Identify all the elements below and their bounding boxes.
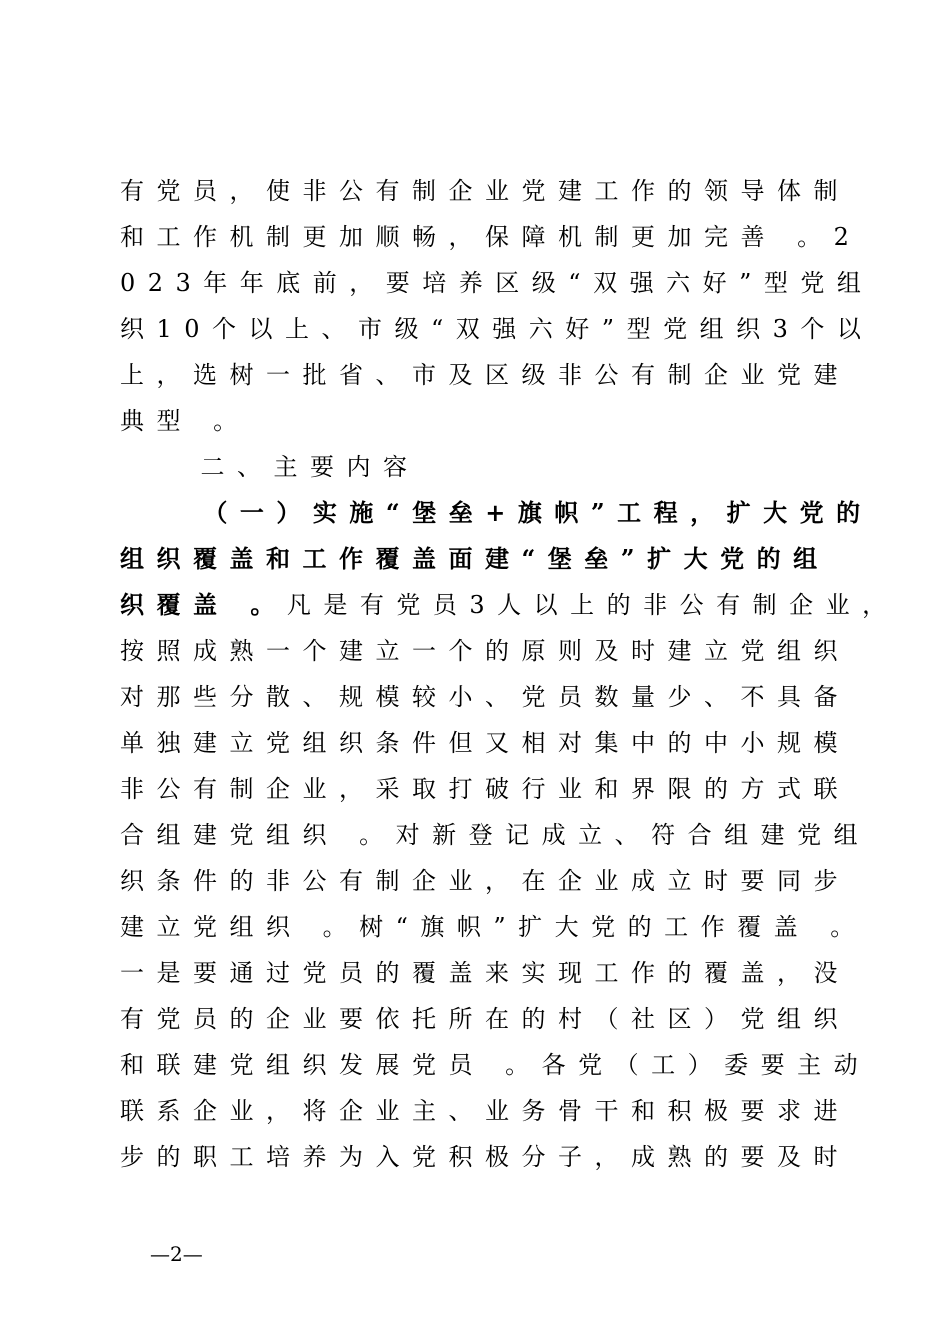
text-line: 和工作机制更加顺畅，保障机制更加完善 。2 <box>120 223 862 251</box>
text-line: 有党员，使非公有制企业党建工作的领导体制 <box>120 177 850 205</box>
text-line: 典型 。 <box>120 407 250 435</box>
text-line: 合组建党组织 。对新登记成立、符合组建党组 <box>120 821 871 849</box>
text-line: 有党员的企业要依托所在的村（社区）党组织 <box>120 1005 850 1033</box>
text-line: 建立党组织 。树“旗帜”扩大党的工作覆盖 。 <box>120 913 867 941</box>
text-line: 联系企业，将企业主、业务骨干和积极要求进 <box>120 1097 850 1125</box>
bold-heading-fragment: 织覆盖 。 <box>120 590 287 619</box>
text-line: 步的职工培养为入党积极分子，成熟的要及时 <box>120 1143 850 1171</box>
text-line: 单独建立党组织条件但又相对集中的中小规模 <box>120 729 850 757</box>
text-line: 和联建党组织发展党员 。各党（工）委要主动 <box>120 1051 871 1079</box>
text-line: 按照成熟一个建立一个的原则及时建立党组织 <box>120 637 850 665</box>
text-fragment: 凡是有党员3人以上的非公有制企业， <box>286 591 899 619</box>
text-line: 二、主要内容 <box>120 453 420 481</box>
page-number: —2— <box>150 1242 203 1266</box>
text-line <box>120 590 899 620</box>
text-line: （一）实施“堡垒+旗帜”工程，扩大党的 <box>120 498 873 527</box>
text-line: 织条件的非公有制企业，在企业成立时要同步 <box>120 867 850 895</box>
text-line: 023年年底前，要培养区级“双强六好”型党组 <box>120 269 874 297</box>
text-line: 一是要通过党员的覆盖来实现工作的覆盖，没 <box>120 959 850 987</box>
text-line: 上，选树一批省、市及区级非公有制企业党建 <box>120 361 850 389</box>
text-line: 非公有制企业，采取打破行业和界限的方式联 <box>120 775 850 803</box>
text-line: 对那些分散、规模较小、党员数量少、不具备 <box>120 683 850 711</box>
text-line: 组织覆盖和工作覆盖面建“堡垒”扩大党的组 <box>120 544 830 573</box>
text-line: 织10个以上、市级“双强六好”型党组织3个以 <box>120 315 874 343</box>
